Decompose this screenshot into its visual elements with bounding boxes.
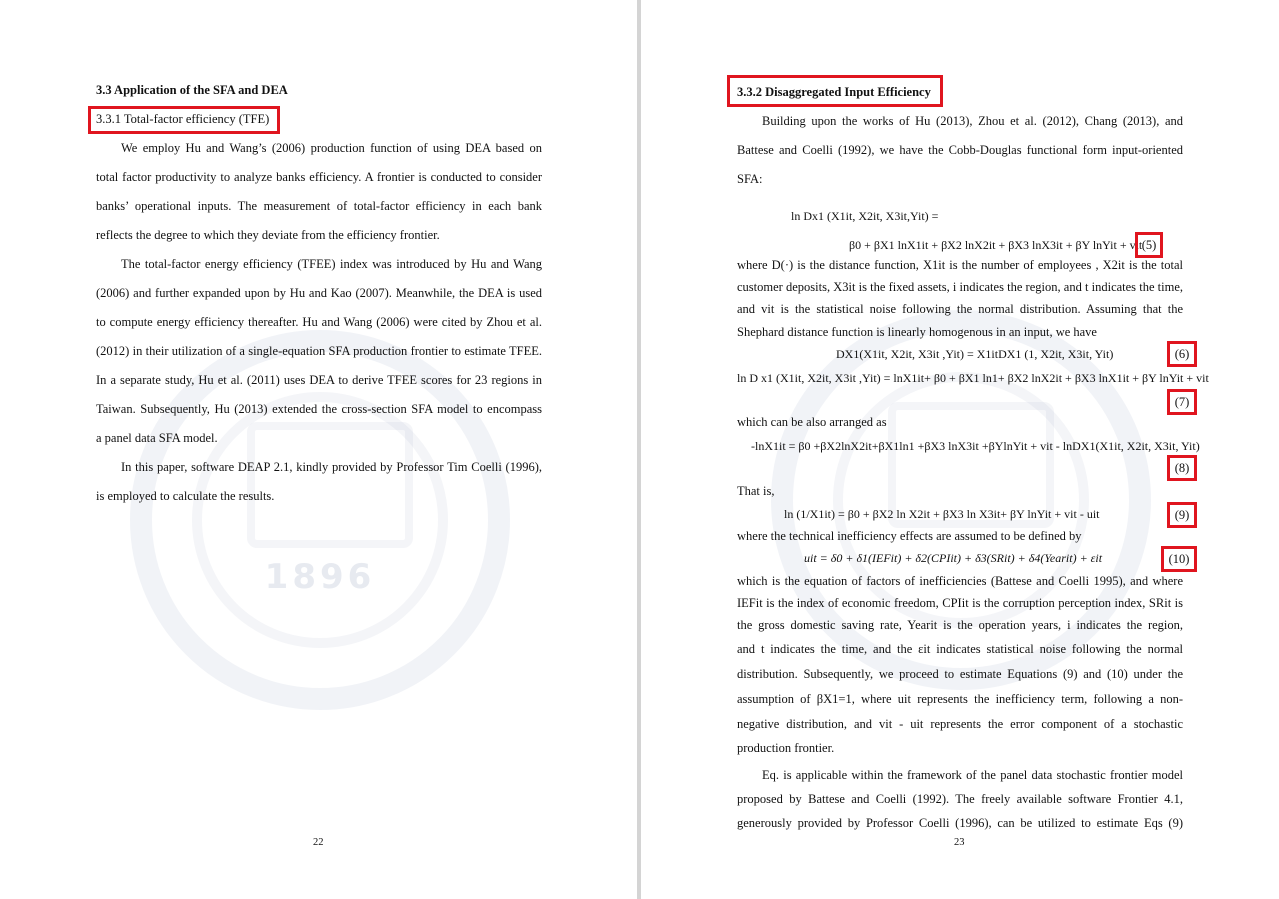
- equation-number-10: (10): [1161, 546, 1197, 572]
- paragraph3-line: In this paper, software DEAP 2.1, kindly provided by Professor Tim Coelli (1996),: [121, 460, 542, 474]
- paragraph1-line: banks’ operational inputs. The measurement of total-factor efficiency in each bank: [96, 199, 542, 213]
- paragraph2-line: Taiwan. Subsequently, Hu (2013) extended the cross-section SFA model to encompass: [96, 402, 542, 416]
- subheading-tfe: 3.3.1 Total-factor efficiency (TFE): [96, 112, 270, 126]
- equation-number-9: (9): [1167, 502, 1197, 528]
- paragraph2-line: to compute energy efficiency thereafter. Hu and Wang (2006) were cited by Zhou et al.: [96, 315, 542, 329]
- equation-8: -lnX1it = β0 +βX2lnX2it+βX1ln1 +βX3 lnX3it +βYlnYit + vit - lnDX1(X1it, X2it, X3it, Yit): [751, 439, 1200, 453]
- distance-paragraph-line: Shephard distance function is linearly homogenous in an input, we have: [737, 325, 1097, 339]
- equation-number-6: (6): [1167, 341, 1197, 367]
- factors-paragraph-line: negative distribution, and vit - uit represents the error component of a stochastic: [737, 717, 1183, 731]
- arranged-text: which can be also arranged as: [737, 415, 887, 429]
- equation-number-8: (8): [1167, 455, 1197, 481]
- factors-paragraph-line: and t indicates the time, and the εit indicates statistical noise following the normal: [737, 642, 1183, 656]
- left-page: [0, 0, 637, 899]
- paragraph1-line: reflects the degree to which they deviate from the efficiency frontier.: [96, 228, 440, 242]
- paragraph3-line: is employed to calculate the results.: [96, 489, 275, 503]
- distance-paragraph-line: customer deposits, X3it is the fixed assets, i indicates the region, and t indicates the time,: [737, 280, 1183, 294]
- right-page: [641, 0, 1279, 899]
- equation-5-line1: ln Dx1 (X1it, X2it, X3it,Yit) =: [791, 209, 939, 223]
- equation-number-7: (7): [1167, 389, 1197, 415]
- section-heading: 3.3 Application of the SFA and DEA: [96, 83, 288, 97]
- factors-paragraph-line: the gross domestic saving rate, Yearit is the operation years, i indicates the region,: [737, 618, 1183, 632]
- that-is-text: That is,: [737, 484, 775, 498]
- page-number: 23: [954, 837, 965, 848]
- factors-paragraph-line: which is the equation of factors of inefficiencies (Battese and Coelli 1995), and where: [737, 574, 1183, 588]
- final-paragraph-line: generously provided by Professor Coelli (1996), can be utilized to estimate Eqs (9): [737, 816, 1183, 830]
- page-number: 22: [313, 837, 324, 848]
- intro-line: SFA:: [737, 172, 763, 186]
- university-seal-watermark: [771, 310, 1151, 690]
- paragraph2-line: (2006) and further expanded upon by Hu and Kao (2007). Meanwhile, the DEA is used: [96, 286, 542, 300]
- paragraph2-line: a panel data SFA model.: [96, 431, 218, 445]
- intro-line: Building upon the works of Hu (2013), Zhou et al. (2012), Chang (2013), and: [762, 114, 1183, 128]
- final-paragraph-line: Eq. is applicable within the framework of the panel data stochastic frontier model: [762, 768, 1183, 782]
- equation-10: uit = δ0 + δ1(IEFit) + δ2(CPIit) + δ3(SRit) + δ4(Yearit) + εit: [804, 551, 1103, 565]
- factors-paragraph-line: IEFit is the index of economic freedom, CPIit is the corruption perception index, SRit is: [737, 596, 1183, 610]
- intro-line: Battese and Coelli (1992), we have the Cobb-Douglas functional form input-oriented: [737, 143, 1183, 157]
- equation-7: ln D x1 (X1it, X2it, X3it ,Yit) = lnX1it+ β0 + βX1 ln1+ βX2 lnX2it + βX3 lnX1it + βY lnYit + vit: [737, 371, 1209, 385]
- equation-6: DX1(X1it, X2it, X3it ,Yit) = X1itDX1 (1, X2it, X3it, Yit): [836, 347, 1114, 361]
- paragraph1-line: total factor productivity to analyze banks efficiency. A frontier is conducted to consider: [96, 170, 542, 184]
- paragraph2-line: The total-factor energy efficiency (TFEE) index was introduced by Hu and Wang: [121, 257, 542, 271]
- watermark-year: 1896: [264, 557, 376, 597]
- technical-inefficiency-text: where the technical inefficiency effects are assumed to be defined by: [737, 529, 1082, 543]
- final-paragraph-line: proposed by Battese and Coelli (1992). The freely available software Frontier 4.1,: [737, 792, 1183, 806]
- paragraph2-line: In a separate study, Hu et al. (2011) uses DEA to derive TFEE scores for 23 regions in: [96, 373, 542, 387]
- factors-paragraph-line: production frontier.: [737, 741, 835, 755]
- paragraph2-line: (2012) in their utilization of a single-equation SFA production frontier to estimate TFEE.: [96, 344, 542, 358]
- factors-paragraph-line: assumption of βX1=1, where uit represents the inefficiency term, following a non-: [737, 692, 1183, 706]
- equation-9: ln (1/X1it) = β0 + βX2 ln X2it + βX3 ln X3it+ βY lnYit + vit - uit: [784, 507, 1100, 521]
- factors-paragraph-line: distribution. Subsequently, we proceed to estimate Equations (9) and (10) under the: [737, 667, 1183, 681]
- equation-5-line2: β0 + βX1 lnX1it + βX2 lnX2it + βX3 lnX3it + βY lnYit + vit: [849, 238, 1143, 252]
- equation-number-5: (5): [1135, 232, 1163, 258]
- subheading-disaggregated: 3.3.2 Disaggregated Input Efficiency: [737, 85, 931, 99]
- distance-paragraph-line: and vit is the statistical noise following the normal distribution. Assuming that the: [737, 302, 1183, 316]
- distance-paragraph-line: where D(·) is the distance function, X1it is the number of employees , X2it is the total: [737, 258, 1183, 272]
- paragraph1-line: We employ Hu and Wang’s (2006) production function of using DEA based on: [121, 141, 542, 155]
